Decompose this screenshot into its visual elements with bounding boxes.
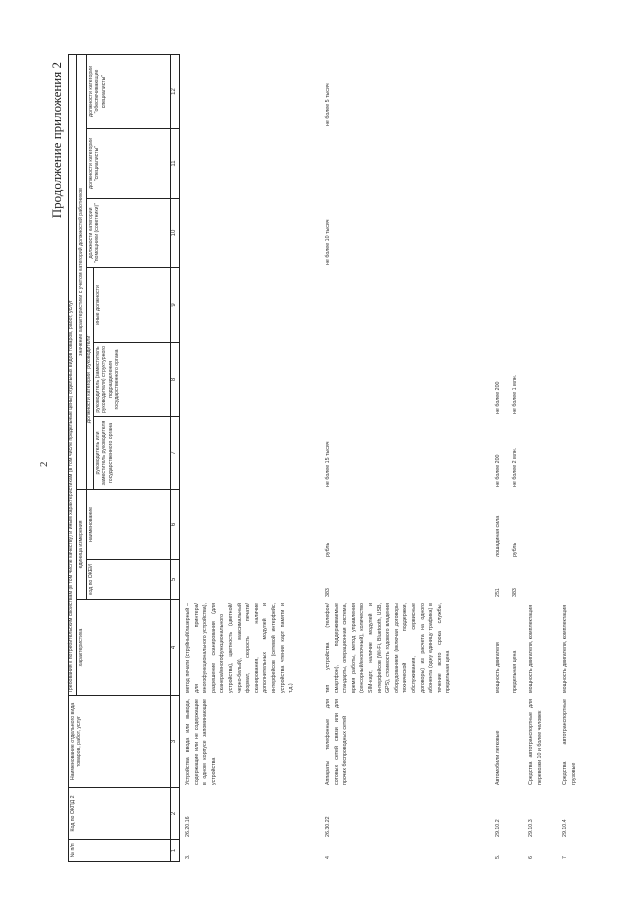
unit-name: рубль (512, 542, 518, 557)
header-managers: должности категории "руководители" (87, 267, 94, 489)
header-unit: единица измерения (77, 489, 87, 599)
item-name: Устройства ввода или вывода, содержащие или не содержащие в одном корпусе запоминающие устройства (185, 699, 217, 785)
value-col12: не более 5 тысяч (325, 83, 331, 126)
page-number: 2 (38, 461, 50, 467)
item-name: Автомобили легковые (495, 730, 501, 785)
row-number: 4 (325, 856, 331, 859)
okei-code: 383 (325, 588, 331, 597)
header-col8: руководитель (заместитель руководителя) структурного подразделения государственного органа (94, 342, 171, 416)
header-col6: наименование (87, 489, 171, 559)
table-row (561, 55, 578, 862)
okpd-code: 26.20.16 (185, 816, 191, 837)
header-col11: должности категории "специалисты" (87, 128, 171, 198)
header-col3: Наименование отдельного вида товаров, работ, услуг (69, 695, 171, 787)
characteristic: мощность двигателя, комплектация (562, 604, 568, 693)
col-number: 1 (171, 839, 180, 861)
col-number: 9 (171, 267, 180, 342)
col-number: 3 (171, 695, 180, 787)
header-value: значение характеристики с учетом категорий должностей работников (77, 54, 87, 489)
okei-code: 383 (512, 588, 518, 597)
value-col8: не более 200 (495, 381, 501, 414)
value-col7: не более 200 (495, 454, 501, 487)
characteristic: мощность двигателя, комплектация (528, 604, 534, 693)
col-number: 12 (171, 54, 180, 128)
table-row (184, 55, 296, 862)
row-number: 7 (562, 856, 568, 859)
value-col7: не более 15 тысяч (325, 441, 331, 487)
value-col7: не более 2 млн. (512, 447, 518, 487)
header-col1: № п/п (69, 839, 171, 861)
row-number: 6 (528, 856, 534, 859)
okpd-code: 26.30.22 (325, 816, 331, 837)
col-number: 8 (171, 342, 180, 416)
value-col10: не более 10 тысяч (325, 219, 331, 265)
row-number: 5. (495, 854, 501, 859)
header-requirements: Требования к потребительским свойствам (в том числе качеству) и иным характеристикам (в том числе предельные цены) отдельных видов товаров, работ, услуг (69, 54, 77, 695)
header-col2: Код по ОКПД 2 (69, 787, 171, 839)
col-number: 4 (171, 599, 180, 695)
col-number: 6 (171, 489, 180, 559)
col-number: 11 (171, 128, 180, 198)
header-col12: должности категории "обеспечивающие специалисты" (87, 54, 171, 128)
item-name: Аппараты телефонные для сотовых сетей связи или для прочих беспроводных сетей (325, 699, 349, 785)
characteristic: метод печати (струйный/лазерный – для принтера/многофункционального устройства), разрешение сканирования (для сканера/многофункционального устройства), цветность (цветной/черно-белый), максимальный формат, скорость печати/сканирования, наличие дополнительных модулей и интерфейсов (сетевой интерфейс, устройства чтения карт памяти и т.д.) (185, 603, 295, 693)
okei-code: 251 (495, 588, 501, 597)
item-name: Средства автотранспортные грузовые (562, 699, 577, 785)
table-row (324, 55, 453, 862)
item-name: Средства автотранспортные для перевозки 10 и более человек (528, 699, 543, 785)
col-number: 5 (171, 559, 180, 599)
header-col4: характеристика (77, 599, 171, 695)
col-number: 2 (171, 787, 180, 839)
okpd-code: 29.10.3 (528, 819, 534, 837)
page-heading: Продолжение приложения 2 (49, 62, 64, 219)
table-header (68, 54, 180, 862)
header-col9: иные должности (94, 267, 171, 342)
table-row (527, 55, 544, 862)
table-row-sub (511, 55, 520, 862)
header-col7: руководитель или заместитель руководителя государственного органа (94, 416, 171, 489)
okpd-code: 29.10.2 (495, 819, 501, 837)
header-col10: должности категории "помощники (советники)" (87, 198, 171, 267)
unit-name: лошадиная сила (495, 515, 501, 557)
header-col5: код по ОКЕИ (87, 559, 171, 599)
characteristic: тип устройства (телефон/смартфон), поддерживаемые стандарты, операционная система, время работы, метод управления (сенсорный/кнопочный), количество SIM-карт, наличие модулей и интерфейсов (Wi-Fi, Bluetooth, USB, GPS), стоимость годового владения оборудованием (включая договоры технической поддержки, обслуживания, сервисные договоры) из расчета на одного абонента (одну единицу трафика) в течение всего срока службы, предельная цена (325, 603, 452, 693)
value-col8: не более 1 млн. (512, 374, 518, 414)
col-number: 10 (171, 198, 180, 267)
characteristic: предельная цена (512, 650, 518, 693)
okpd-code: 29.10.4 (562, 819, 568, 837)
row-number: 3. (185, 854, 191, 859)
characteristic: мощность двигателя (495, 642, 501, 693)
table-row (494, 55, 503, 862)
col-number: 7 (171, 416, 180, 489)
unit-name: рубль (325, 542, 331, 557)
